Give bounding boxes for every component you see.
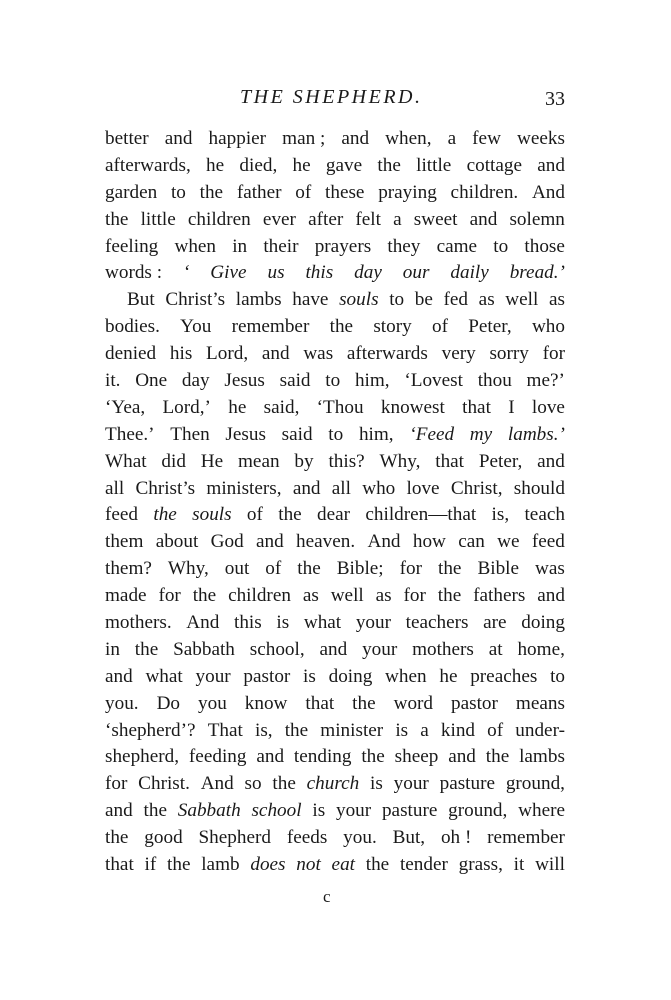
word: a [420, 719, 429, 741]
word: mothers. [105, 612, 172, 634]
word: it [513, 854, 525, 876]
word: weeks [517, 128, 565, 149]
word: the [297, 558, 321, 580]
word: sheep [394, 746, 439, 768]
word: teach [524, 504, 565, 526]
word: is [370, 773, 383, 795]
word: church [306, 773, 360, 795]
word: the [199, 181, 224, 203]
word: to [170, 181, 186, 203]
word: feed [105, 504, 139, 526]
word: better [105, 128, 149, 149]
text-line [105, 691, 565, 718]
word: dear [317, 504, 351, 526]
text-line [105, 664, 565, 691]
word: feeding [188, 746, 247, 768]
word: afterwards [346, 343, 428, 365]
word: lamb [201, 854, 240, 876]
text-line [105, 529, 565, 556]
word: he [292, 154, 311, 176]
word: said [281, 423, 313, 445]
word: Bible [477, 558, 520, 580]
word: and [537, 450, 565, 472]
word: when, [385, 128, 432, 149]
word: the [352, 692, 376, 714]
word: when [385, 665, 427, 687]
word: we [497, 531, 520, 553]
word: Christ’s [165, 289, 226, 311]
word: words : [105, 262, 163, 284]
word: But [127, 289, 155, 311]
word: us [267, 262, 285, 284]
word: and [256, 531, 284, 553]
page-header [105, 86, 565, 116]
word: the [438, 558, 462, 580]
word: he [439, 665, 458, 687]
word: of [295, 181, 312, 203]
text-line [105, 771, 565, 798]
word: And [367, 531, 401, 553]
word: pasture [381, 800, 438, 822]
word: very [441, 343, 476, 365]
word: them? [105, 558, 152, 580]
word: story [373, 316, 412, 338]
text-line [105, 718, 565, 745]
word: he [206, 154, 225, 176]
word: me?’ [526, 370, 565, 392]
word: made [105, 585, 147, 607]
word: means [515, 692, 565, 714]
word: And [531, 181, 565, 203]
text-line [105, 314, 565, 341]
word: children [228, 585, 291, 607]
word: God [210, 531, 244, 553]
word: said, [263, 396, 300, 418]
word: after [308, 208, 344, 230]
word: that [105, 854, 134, 876]
word: of [265, 558, 282, 580]
word: Then [170, 423, 210, 445]
text-line [105, 207, 565, 234]
word: at [488, 638, 503, 660]
word: You [180, 316, 212, 338]
word: came [436, 235, 478, 257]
word: my [469, 423, 493, 445]
word: lambs.’ [507, 423, 565, 445]
word: father [236, 181, 282, 203]
word: was [303, 343, 334, 365]
word: to [389, 289, 405, 311]
word: word [393, 692, 434, 714]
word: ‘Yea, [105, 396, 146, 418]
word: love [531, 396, 565, 418]
word: Thee.’ [105, 423, 155, 445]
word: ground, [505, 773, 565, 795]
word: man ; [282, 128, 326, 149]
word: a [393, 208, 402, 230]
word: and [261, 343, 290, 365]
word: who [531, 316, 565, 338]
word: your [393, 773, 429, 795]
word: the [105, 208, 129, 230]
word: And [186, 612, 220, 634]
word: did [161, 450, 186, 472]
word: all [331, 477, 351, 499]
word: shepherd, [105, 746, 180, 768]
word: for [158, 585, 181, 607]
word: Do [156, 692, 181, 714]
text-line [105, 610, 565, 637]
text-line [105, 825, 565, 852]
word: day [354, 262, 382, 284]
signature-mark: c [323, 887, 331, 906]
word: lambs [519, 746, 565, 768]
word: and [105, 665, 133, 687]
word: and [537, 585, 565, 607]
word: be [414, 289, 433, 311]
word: him, [354, 370, 390, 392]
word: they [387, 235, 421, 257]
word: Christ. [138, 773, 190, 795]
word: so [244, 773, 262, 795]
word: this? [328, 450, 365, 472]
word: denied [105, 343, 157, 365]
word: little [140, 208, 176, 230]
word: the [377, 154, 401, 176]
word: by [294, 450, 314, 472]
word: and [537, 154, 565, 176]
word: good [144, 827, 183, 849]
word: Christ’s [135, 477, 196, 499]
word: their [263, 235, 299, 257]
word: the [437, 585, 462, 607]
word: souls [339, 289, 379, 311]
word: ‘ [182, 262, 190, 284]
word: souls [192, 504, 232, 526]
word: all [105, 477, 125, 499]
word: pastor [451, 692, 498, 714]
word: is [276, 612, 290, 634]
word: his [169, 343, 193, 365]
word: if [144, 854, 157, 876]
word: lambs [235, 289, 282, 311]
word: sorry [489, 343, 529, 365]
word: can [458, 531, 485, 553]
word: and [292, 477, 321, 499]
word: of [246, 504, 263, 526]
text-line [105, 368, 565, 395]
word: And [200, 773, 234, 795]
word: died, [239, 154, 278, 176]
word: will [535, 854, 565, 876]
word: kind [440, 719, 476, 741]
word: Lord,’ [162, 396, 211, 418]
word: Peter, [468, 316, 512, 338]
word: in [105, 638, 120, 660]
word: Christ, [450, 477, 503, 499]
word: what [303, 612, 342, 634]
text-line [105, 395, 565, 422]
word: gave [325, 154, 363, 176]
word: the [278, 504, 302, 526]
text-line [105, 126, 565, 153]
word: and [256, 746, 285, 768]
word: you [198, 692, 227, 714]
word: sweet [413, 208, 458, 230]
word: for [542, 343, 565, 365]
word: teachers [405, 612, 469, 634]
word: as [548, 289, 565, 311]
word: should [513, 477, 565, 499]
word: love [406, 477, 440, 499]
word: garden [105, 181, 158, 203]
word: pastor [243, 665, 291, 687]
word: are [483, 612, 507, 634]
word: said [279, 370, 311, 392]
word: Sabbath [177, 800, 241, 822]
word: little [416, 154, 452, 176]
word: the [167, 854, 191, 876]
word: daily [450, 262, 489, 284]
word: is [312, 800, 326, 822]
word: them [105, 531, 144, 553]
word: when [174, 235, 217, 257]
word: the [284, 719, 309, 741]
word: children. [450, 181, 519, 203]
word: what [145, 665, 183, 687]
word: for [399, 558, 422, 580]
text-line [105, 422, 565, 449]
word: few [472, 128, 501, 149]
word: a [447, 128, 457, 149]
word: is, [254, 719, 273, 741]
word: the [192, 585, 217, 607]
word: who [362, 477, 396, 499]
word: ‘Feed [409, 423, 455, 445]
word: grass, [458, 854, 503, 876]
word: eat [331, 854, 355, 876]
word: afterwards, [105, 154, 191, 176]
word: the [485, 746, 510, 768]
word: of [431, 316, 448, 338]
word: to [325, 370, 341, 392]
word: the [329, 316, 354, 338]
word: fathers [473, 585, 526, 607]
word: bread.’ [509, 262, 565, 284]
word: oh ! [440, 827, 472, 849]
word: happier [208, 128, 267, 149]
text-line [105, 502, 565, 529]
word: and [319, 638, 348, 660]
text-line [105, 583, 565, 610]
word: how [412, 531, 446, 553]
word: as [302, 585, 319, 607]
word: Why, [167, 558, 209, 580]
word: that [305, 692, 335, 714]
word: that [435, 450, 465, 472]
word: the [105, 827, 129, 849]
word: this [233, 612, 262, 634]
word: the [134, 638, 159, 660]
word: remember [231, 316, 310, 338]
word: have [292, 289, 329, 311]
word: not [296, 854, 321, 876]
word: this [305, 262, 334, 284]
word: is [303, 665, 316, 687]
word: doing [521, 612, 565, 634]
word: of [487, 719, 504, 741]
word: children [187, 208, 251, 230]
word: school, [249, 638, 305, 660]
word: Jesus [225, 423, 266, 445]
word: those [524, 235, 565, 257]
word: I [508, 396, 515, 418]
word: he [228, 396, 247, 418]
word: and [105, 800, 133, 822]
word: well [505, 289, 539, 311]
word: ever [262, 208, 296, 230]
word: That [207, 719, 243, 741]
word: prayers [314, 235, 372, 257]
word: Give [210, 262, 247, 284]
text-line [105, 852, 565, 879]
word: the [361, 746, 385, 768]
word: where [518, 800, 565, 822]
word: well [330, 585, 364, 607]
word: out [224, 558, 250, 580]
word: But, [392, 827, 426, 849]
word: school [251, 800, 302, 822]
word: to [550, 665, 565, 687]
word: day [181, 370, 210, 392]
text-line [105, 744, 565, 771]
word: in [232, 235, 248, 257]
word: preaches [470, 665, 538, 687]
word: to [328, 423, 344, 445]
body-text [105, 126, 565, 879]
word: your [362, 638, 398, 660]
text-line [105, 341, 565, 368]
text-line [105, 798, 565, 825]
word: tending [293, 746, 352, 768]
word: knowest [380, 396, 445, 418]
text-line [105, 153, 565, 180]
word: ‘Lovest [404, 370, 463, 392]
word: Lord, [206, 343, 249, 365]
word: to [493, 235, 509, 257]
word: is, [491, 504, 510, 526]
word: feeling [105, 235, 159, 257]
word: the [143, 800, 167, 822]
word: your [355, 612, 391, 634]
word: you. [105, 692, 139, 714]
word: feed [531, 531, 565, 553]
word: know [244, 692, 288, 714]
word: ‘Thou [316, 396, 364, 418]
word: minister [320, 719, 384, 741]
word: mean [238, 450, 280, 472]
word: bodies. [105, 316, 160, 338]
word: for [403, 585, 426, 607]
word: ministers, [206, 477, 282, 499]
word: the [272, 773, 296, 795]
text-line [105, 234, 565, 261]
word: He [200, 450, 224, 472]
word: home, [517, 638, 565, 660]
word: your [335, 800, 372, 822]
word: that [462, 396, 491, 418]
word: One [135, 370, 168, 392]
word: under- [515, 719, 565, 741]
word: does [250, 854, 286, 876]
word: you. [343, 827, 377, 849]
text-line [105, 637, 565, 664]
text-line [105, 180, 565, 207]
word: children—that [365, 504, 477, 526]
word: What [105, 450, 147, 472]
word: tender [399, 854, 448, 876]
word: Why, [379, 450, 421, 472]
word: the [153, 504, 177, 526]
word: doing [328, 665, 373, 687]
text-line [105, 476, 565, 503]
word: Sabbath [173, 638, 235, 660]
word: him, [358, 423, 394, 445]
word: and [341, 128, 370, 149]
word: feeds [286, 827, 328, 849]
word: these [325, 181, 365, 203]
word: for [105, 773, 128, 795]
word: and [469, 208, 498, 230]
word: was [535, 558, 565, 580]
word: the [365, 854, 390, 876]
word: Jesus [224, 370, 265, 392]
text-line [105, 556, 565, 583]
word: Peter, [478, 450, 523, 472]
word: heaven. [296, 531, 356, 553]
word: thou [477, 370, 512, 392]
word: it. [105, 370, 121, 392]
word: and [164, 128, 193, 149]
text-line [105, 287, 565, 314]
word: Shepherd [198, 827, 271, 849]
word: pasture [439, 773, 496, 795]
word: ‘shepherd’? [105, 719, 196, 741]
word: your [195, 665, 231, 687]
word: is [395, 719, 409, 741]
word: as [478, 289, 495, 311]
word: ground, [448, 800, 508, 822]
page-number: 33 [545, 88, 565, 110]
word: cottage [466, 154, 522, 176]
word: fed [443, 289, 469, 311]
word: about [155, 531, 199, 553]
word: mothers [412, 638, 474, 660]
word: as [375, 585, 392, 607]
word: and [448, 746, 476, 768]
running-head: THE SHEPHERD. [240, 86, 423, 108]
word: our [402, 262, 430, 284]
word: praying [378, 181, 437, 203]
text-line [105, 260, 565, 287]
word: felt [355, 208, 381, 230]
word: solemn [509, 208, 565, 230]
word: remember [487, 827, 565, 849]
word: Bible; [336, 558, 384, 580]
text-line [105, 449, 565, 476]
